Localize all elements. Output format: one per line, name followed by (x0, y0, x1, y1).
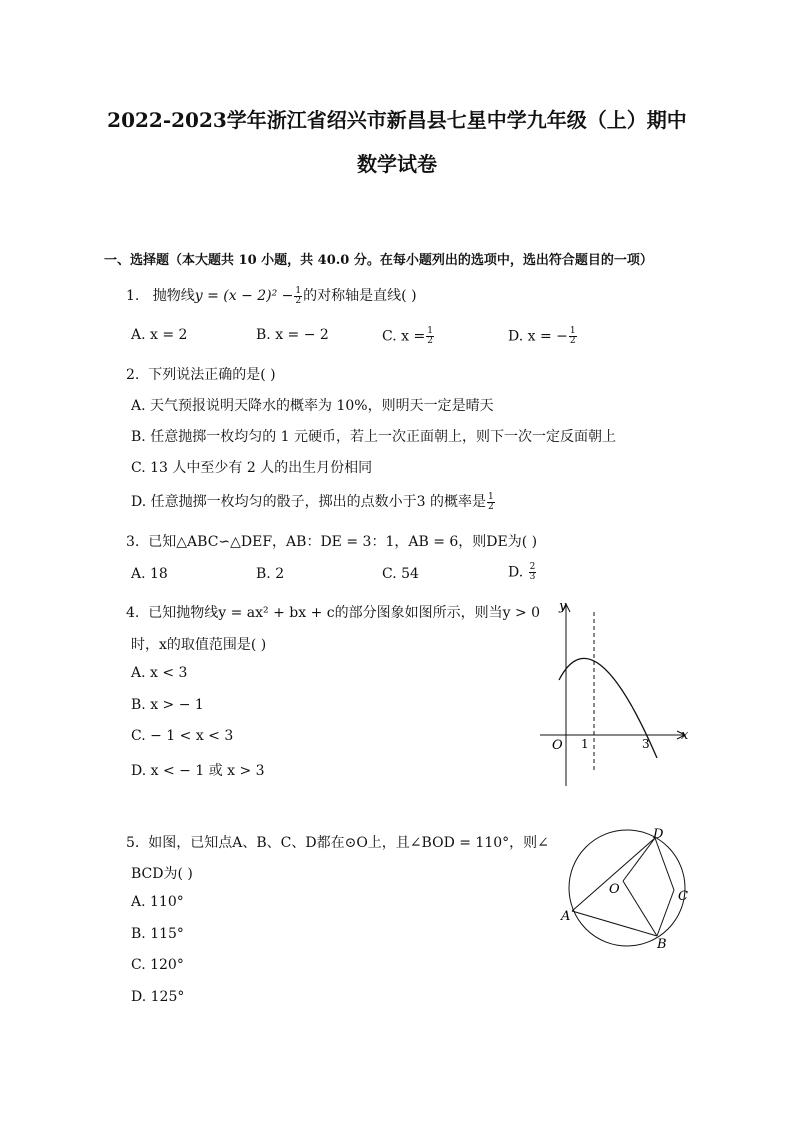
q3-option-b: B. 2 (256, 566, 285, 582)
q2-option-b: B. 任意抛掷一枚均匀的 1 元硬币，若上一次正面朝上，则下一次一定反面朝上 (131, 429, 616, 445)
q3-option-c: C. 54 (382, 566, 419, 582)
q1-option-b: B. x = − 2 (256, 327, 329, 343)
fraction: $\frac{1}{2}$ (295, 285, 302, 306)
q1-option-c: C. x = $\frac{1}{2}$ (382, 326, 433, 346)
tick-label-3: 3 (642, 737, 650, 751)
q4-option-a: A. x < 3 (131, 665, 188, 681)
point-d-label: D (653, 827, 664, 842)
q5-option-d: D. 125° (131, 989, 185, 1005)
question-number: 1. (126, 288, 140, 304)
segment-cb (657, 890, 674, 936)
point-o-label: O (609, 882, 620, 897)
q3-option-a: A. 18 (131, 566, 168, 582)
y-label: y (559, 599, 567, 614)
q2-option-a: A. 天气预报说明天降水的概率为 10%，则明天一定是晴天 (131, 398, 494, 414)
q2-option-c: C. 13 人中至少有 2 人的出生月份相同 (131, 460, 373, 476)
question-4-cont: 时，x的取值范围是( ) (131, 637, 267, 653)
question-stem-post: 的对称轴是直线( ) (303, 288, 417, 304)
segment-od (623, 838, 655, 881)
segment-dc (655, 838, 674, 890)
q1-option-a: A. x = 2 (131, 327, 188, 343)
question-2 (126, 364, 276, 384)
question-3 (126, 531, 537, 551)
q5-option-a: A. 110° (131, 894, 184, 910)
point-b-label: B (657, 937, 667, 950)
math-expr: y = (x − 2)² − (194, 288, 294, 304)
question-number: 2. (126, 367, 140, 383)
question-5-cont: BCD为( ) (131, 866, 193, 882)
parabola-figure (535, 598, 695, 790)
x-label: x (681, 728, 689, 743)
question-stem: 已知抛物线y = ax² + bx + c的部分图象如图所示，则当y > 0 (148, 605, 541, 621)
question-stem: 已知△ABC∽△DEF，AB：DE = 3：1，AB = 6，则DE为( ) (148, 534, 538, 550)
circle-figure (555, 826, 695, 950)
origin-label: O (552, 738, 563, 753)
question-1 (126, 285, 417, 306)
question-number: 3. (126, 534, 140, 550)
question-stem-pre: 抛物线 (152, 288, 195, 304)
question-5 (126, 832, 549, 852)
q4-option-d: D. x < − 1 或 x > 3 (131, 763, 265, 779)
q2-option-d: D. 任意抛掷一枚均匀的骰子，掷出的点数小于3 的概率是 $\frac{1}{2}$ (131, 491, 494, 512)
question-stem: 如图，已知点A、B、C、D都在⊙O上，且∠BOD = 110°，则∠ (148, 835, 549, 851)
q5-option-c: C. 120° (131, 957, 184, 973)
q5-option-b: B. 115° (131, 926, 184, 942)
q1-option-d: D. x = − $\frac{1}{2}$ (508, 326, 576, 346)
tick-label-1: 1 (581, 737, 589, 751)
question-number: 5. (126, 835, 140, 851)
q3-option-d: D. $\frac{2}{3}$ (508, 562, 536, 582)
exam-title-line2: 数学试卷 (357, 152, 437, 176)
point-c-label: C (678, 889, 688, 904)
section-header: 一、选择题（本大题共 10 小题，共 40.0 分。在每小题列出的选项中，选出符合题目的一项） (104, 253, 653, 268)
q4-option-c: C. − 1 < x < 3 (131, 728, 234, 744)
exam-title-line1: 2022-2023学年浙江省绍兴市新昌县七星中学九年级（上）期中 (107, 108, 687, 132)
question-4 (126, 602, 540, 622)
point-a-label: A (561, 909, 571, 924)
question-number: 4. (126, 605, 140, 621)
question-stem: 下列说法正确的是( ) (148, 367, 276, 383)
q4-option-b: B. x > − 1 (131, 697, 204, 713)
